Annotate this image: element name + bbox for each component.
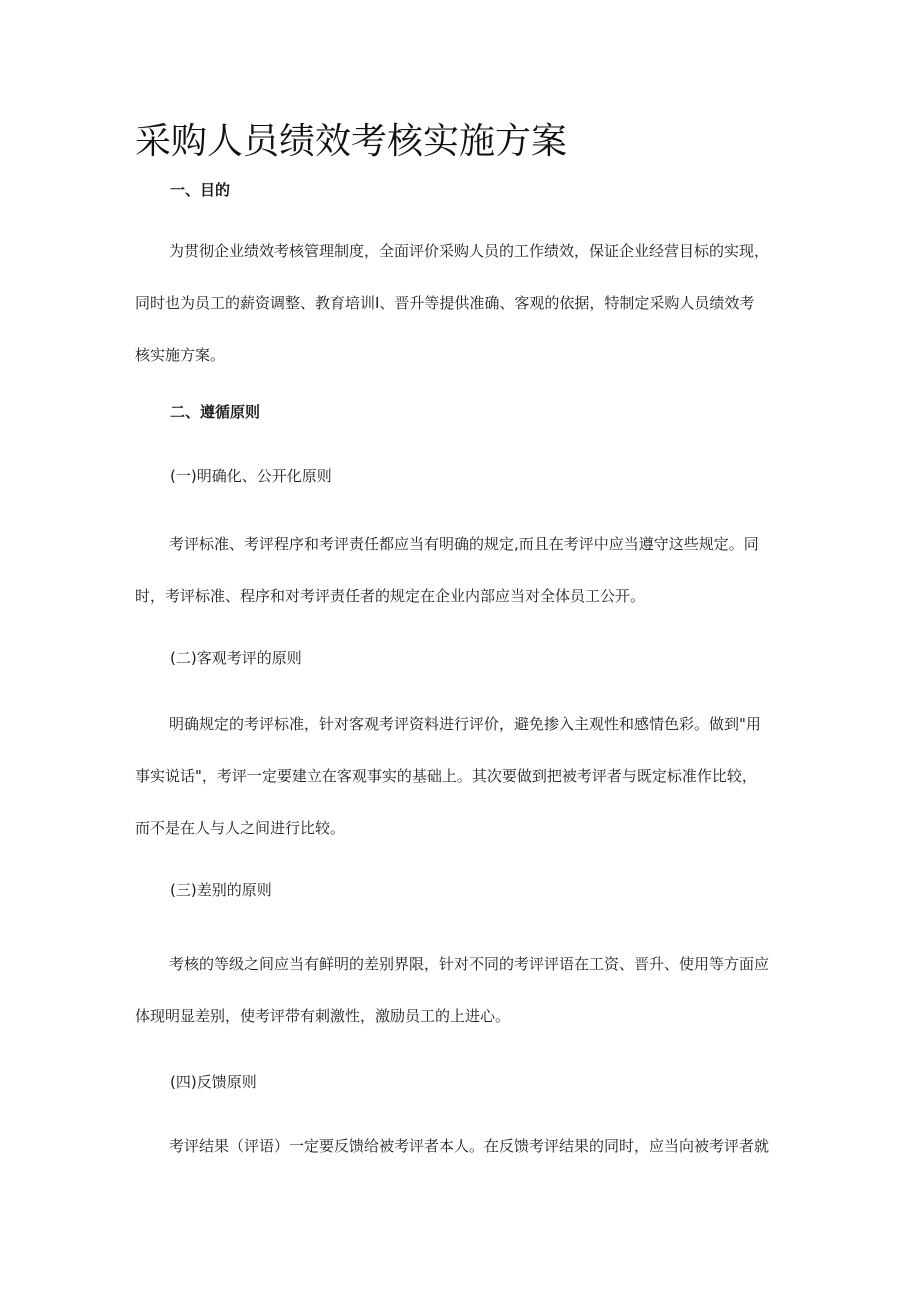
paragraph-line: 明确规定的考评标准，针对客观考评资料进行评价，避免掺入主观性和感情色彩。做到"用 <box>169 715 761 733</box>
paragraph-line: 核实施方案。 <box>135 346 226 364</box>
paragraph-line: 考评标准、考评程序和考评责任都应当有明确的规定,而且在考评中应当遵守这些规定。同 <box>169 535 759 553</box>
subsection-heading-feedback: (四)反馈原则 <box>170 1073 257 1091</box>
section-heading-purpose: 一、目的 <box>170 181 231 199</box>
paragraph-line: 同时也为员工的薪资调整、教育培训I、晋升等提供准确、客观的依据，特制定采购人员绩效考 <box>135 294 755 312</box>
document-title: 采购人员绩效考核实施方案 <box>135 121 568 162</box>
paragraph-line: 为贯彻企业绩效考核管理制度，全面评价采购人员的工作绩效，保证企业经营目标的实现， <box>169 242 770 260</box>
paragraph-difference <box>135 938 790 1042</box>
paragraph-feedback <box>135 1120 790 1172</box>
section-heading-principles: 二、遵循原则 <box>170 403 261 421</box>
paragraph-clarity <box>135 518 790 622</box>
subsection-heading-objectivity: (二)客观考评的原则 <box>170 649 302 667</box>
subsection-heading-difference: (三)差别的原则 <box>170 881 272 899</box>
subsection-heading-clarity: (一)明确化、公开化原则 <box>170 467 332 485</box>
paragraph-purpose <box>135 225 790 381</box>
paragraph-line: 时，考评标准、程序和对考评责任者的规定在企业内部应当对全体员工公开。 <box>135 587 646 605</box>
paragraph-line: 事实说话"，考评一定要建立在客观事实的基础上。其次要做到把被考评者与既定标准作比较， <box>135 767 757 785</box>
paragraph-objectivity <box>135 698 790 854</box>
paragraph-line: 体现明显差别，使考评带有刺激性，激励员工的上进心。 <box>135 1007 511 1025</box>
paragraph-line: 而不是在人与人之间进行比较。 <box>135 819 346 837</box>
paragraph-line: 考评结果（评语）一定要反馈给被考评者本人。在反馈考评结果的同时，应当向被考评者就 <box>169 1137 770 1155</box>
paragraph-line: 考核的等级之间应当有鲜明的差别界限，针对不同的考评评语在工资、晋升、使用等方面应 <box>169 955 770 973</box>
